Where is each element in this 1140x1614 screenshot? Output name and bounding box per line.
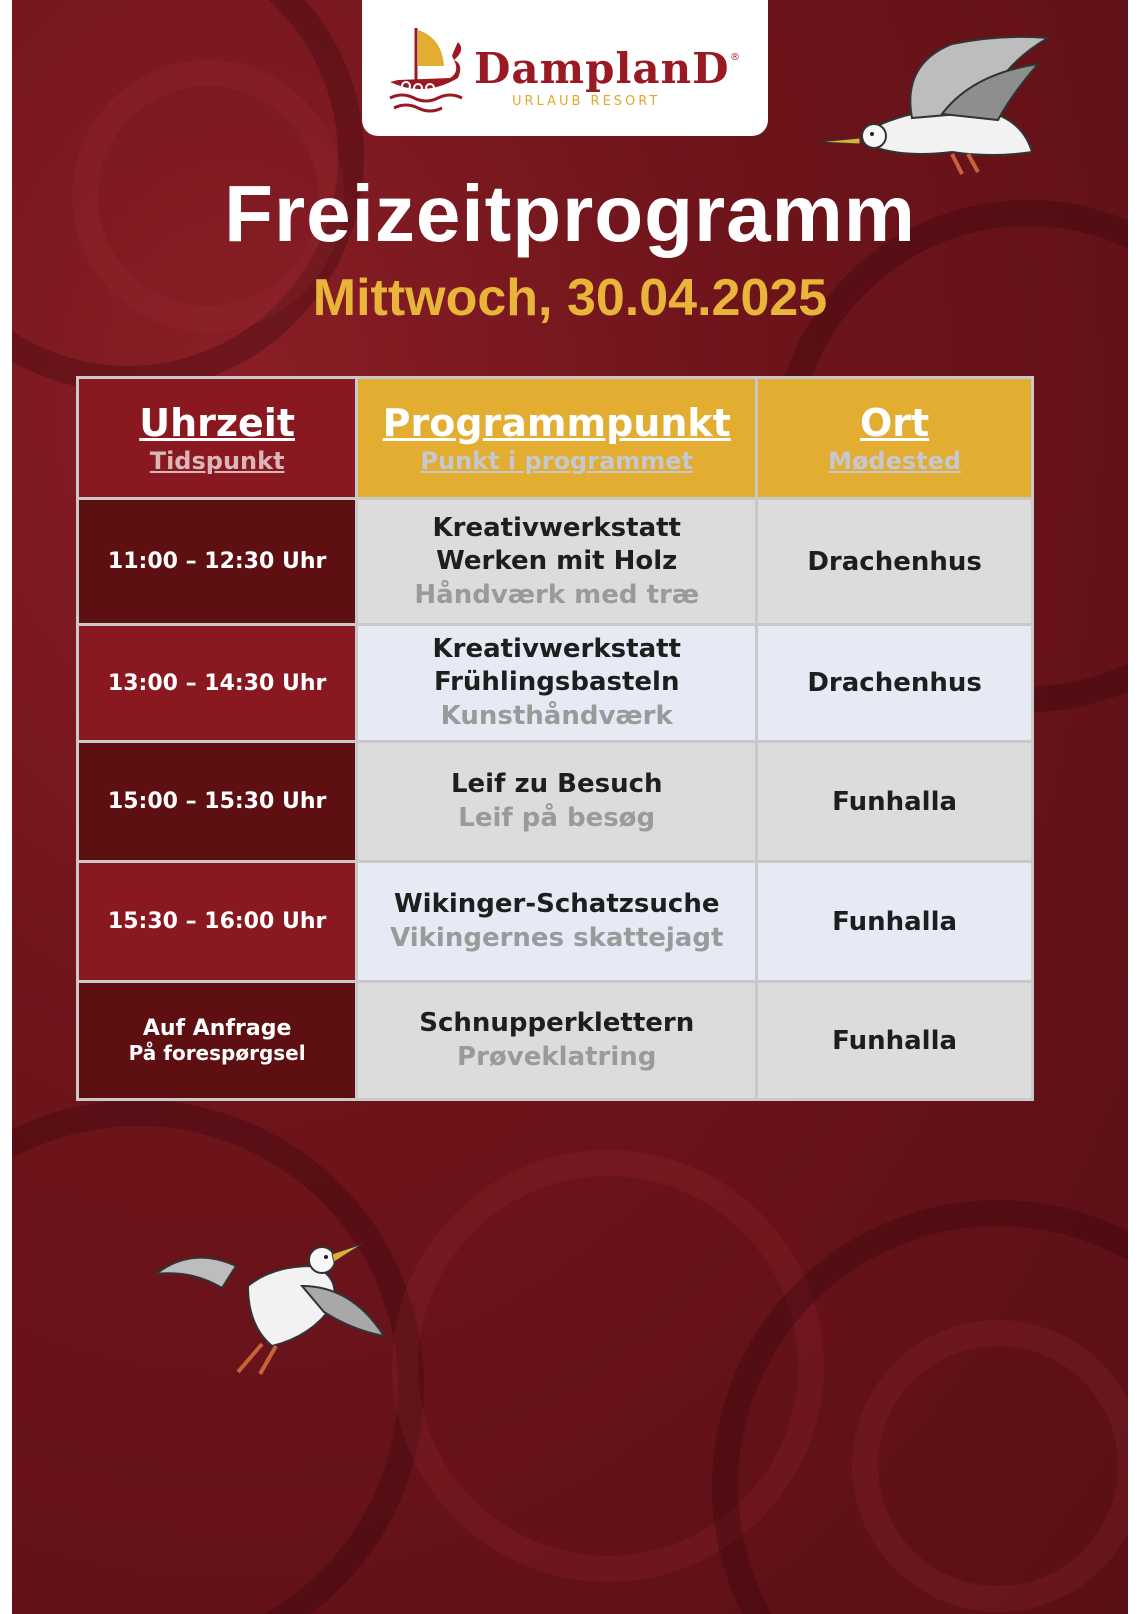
table-row: [78, 862, 1033, 982]
header-program-label: Programmpunkt: [382, 401, 731, 445]
program-cell: [357, 982, 757, 1100]
header-place-sublabel: Mødested: [828, 447, 962, 475]
program-title-danish: Prøveklatring: [457, 1042, 657, 1072]
place-cell: [757, 982, 1033, 1100]
table-row: [78, 742, 1033, 862]
time-cell: [78, 625, 357, 742]
poster: [12, 0, 1128, 1614]
program-cell: [357, 742, 757, 862]
place-text: Drachenhus: [807, 668, 982, 698]
program-title-danish: Leif på besøg: [458, 803, 656, 833]
program-title: Leif zu Besuch: [450, 769, 663, 799]
logo-registered-mark: ®: [730, 52, 740, 63]
program-title: Schnupperklettern: [419, 1008, 695, 1038]
place-cell: [757, 862, 1033, 982]
logo-wordmark: DamplanD: [474, 44, 730, 93]
program-cell: [357, 625, 757, 742]
time-text: 15:00 – 15:30 Uhr: [107, 789, 327, 814]
place-text: Funhalla: [832, 786, 958, 817]
program-cell: [357, 862, 757, 982]
table-header-row: [78, 378, 1033, 499]
time-cell: [78, 862, 357, 982]
seagull-icon: [152, 1226, 392, 1376]
time-text: 15:30 – 16:00 Uhr: [107, 909, 327, 934]
place-text: Funhalla: [832, 1025, 958, 1056]
program-title: Kreativwerkstatt: [432, 634, 681, 664]
logo: [362, 0, 768, 136]
place-text: Drachenhus: [807, 546, 982, 577]
program-table: [76, 376, 1034, 1101]
header-program: [357, 378, 757, 499]
time-text: Auf Anfrage: [142, 1016, 292, 1041]
program-title: Kreativwerkstatt: [432, 512, 681, 543]
time-cell: [78, 742, 357, 862]
header-program-sublabel: Punkt i programmet: [420, 447, 694, 475]
place-cell: [757, 499, 1033, 625]
table-row: [78, 982, 1033, 1100]
place-text: Funhalla: [832, 906, 958, 937]
table-row: [78, 625, 1033, 742]
logo-subline: URLAUB RESORT: [512, 94, 661, 109]
program-title: Werken mit Holz: [436, 545, 678, 576]
program-title: Frühlingsbasteln: [433, 667, 680, 697]
page-date: Mittwoch, 30.04.2025: [312, 269, 828, 327]
background-swirl: [852, 1320, 1128, 1612]
program-title-danish: Vikingernes skattejagt: [390, 923, 724, 953]
time-text-danish: På forespørgsel: [128, 1041, 306, 1065]
header-time: [78, 378, 357, 499]
time-cell: [78, 499, 357, 625]
time-text: 11:00 – 12:30 Uhr: [107, 549, 327, 574]
header-place-label: Ort: [859, 401, 930, 445]
place-cell: [757, 625, 1033, 742]
seagull-icon: [802, 34, 1052, 184]
table-row: [78, 499, 1033, 625]
program-title-danish: Håndværk med træ: [414, 579, 700, 610]
viking-ship-logo-icon: [384, 20, 468, 116]
header-time-sublabel: Tidspunkt: [149, 447, 285, 475]
program-title: Wikinger-Schatzsuche: [394, 889, 720, 919]
header-place: [757, 378, 1033, 499]
time-cell: [78, 982, 357, 1100]
place-cell: [757, 742, 1033, 862]
time-text: 13:00 – 14:30 Uhr: [107, 670, 327, 696]
program-cell: [357, 499, 757, 625]
header-time-label: Uhrzeit: [139, 401, 295, 445]
program-title-danish: Kunsthåndværk: [440, 701, 673, 731]
page-title: Freizeitprogramm: [224, 169, 916, 258]
